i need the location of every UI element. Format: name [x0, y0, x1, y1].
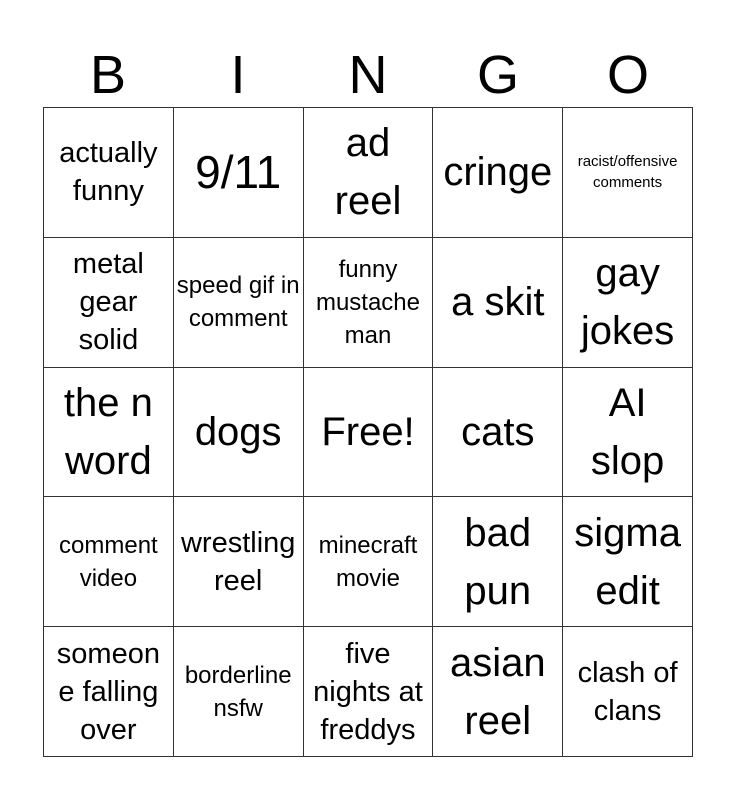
cell-text: bad pun [464, 510, 532, 613]
bingo-cell[interactable] [433, 627, 563, 757]
bingo-cell[interactable] [304, 497, 434, 627]
header-letter-o: O [606, 45, 649, 105]
cell-text: funny mustache man [315, 255, 421, 349]
bingo-cell[interactable] [433, 238, 563, 368]
bingo-cell[interactable] [174, 108, 304, 238]
cell-text: comment video [59, 531, 158, 592]
cell-text: someone falling over [56, 637, 160, 746]
header-letter-g: G [476, 45, 519, 105]
cell-text: gay jokes [580, 251, 675, 354]
cell-text: borderline nsfw [184, 661, 292, 722]
bingo-cell[interactable] [433, 497, 563, 627]
cell-text: metal gear solid [72, 248, 144, 357]
free-space-cell[interactable] [304, 368, 434, 498]
bingo-grid [43, 107, 693, 757]
cell-text: AI slop [590, 380, 665, 483]
bingo-cell[interactable] [563, 108, 693, 238]
bingo-cell[interactable] [44, 627, 174, 757]
bingo-cell[interactable] [174, 627, 304, 757]
bingo-cell[interactable] [304, 108, 434, 238]
bingo-cell[interactable] [44, 238, 174, 368]
bingo-cell[interactable] [304, 627, 434, 757]
cell-text: asian reel [449, 640, 546, 743]
cell-text: dogs [194, 409, 282, 454]
header-letter-b: B [89, 45, 127, 105]
free-space-text: Free! [321, 409, 415, 454]
bingo-cell[interactable] [563, 497, 693, 627]
cell-text: ad reel [334, 121, 402, 224]
cell-text: a skit [451, 280, 545, 325]
cell-text: racist/offensive comments [577, 153, 678, 192]
bingo-cell[interactable] [433, 368, 563, 498]
bingo-cell[interactable] [563, 368, 693, 498]
cell-text: five nights at freddys [313, 637, 423, 746]
cell-text: cringe [443, 150, 553, 195]
cell-text: minecraft movie [318, 531, 418, 592]
bingo-cell[interactable] [304, 238, 434, 368]
bingo-cell[interactable] [563, 238, 693, 368]
bingo-cell[interactable] [44, 368, 174, 498]
bingo-cell[interactable] [44, 108, 174, 238]
bingo-header [43, 44, 693, 106]
cell-text: clash of clans [577, 656, 678, 727]
cell-text: the n word [63, 380, 153, 483]
cell-text: wrestling reel [180, 526, 296, 597]
bingo-cell[interactable] [563, 627, 693, 757]
bingo-cell[interactable] [174, 368, 304, 498]
bingo-cell[interactable] [44, 497, 174, 627]
cell-text: actually funny [59, 137, 158, 208]
header-letter-i: I [230, 45, 246, 105]
cell-text: speed gif in comment [176, 272, 300, 333]
bingo-cell[interactable] [174, 497, 304, 627]
bingo-cell[interactable] [433, 108, 563, 238]
bingo-cell[interactable] [174, 238, 304, 368]
cell-text: sigma edit [574, 510, 681, 613]
cell-text: 9/11 [195, 146, 282, 199]
header-letter-n: N [348, 45, 388, 105]
cell-text: cats [461, 409, 535, 454]
